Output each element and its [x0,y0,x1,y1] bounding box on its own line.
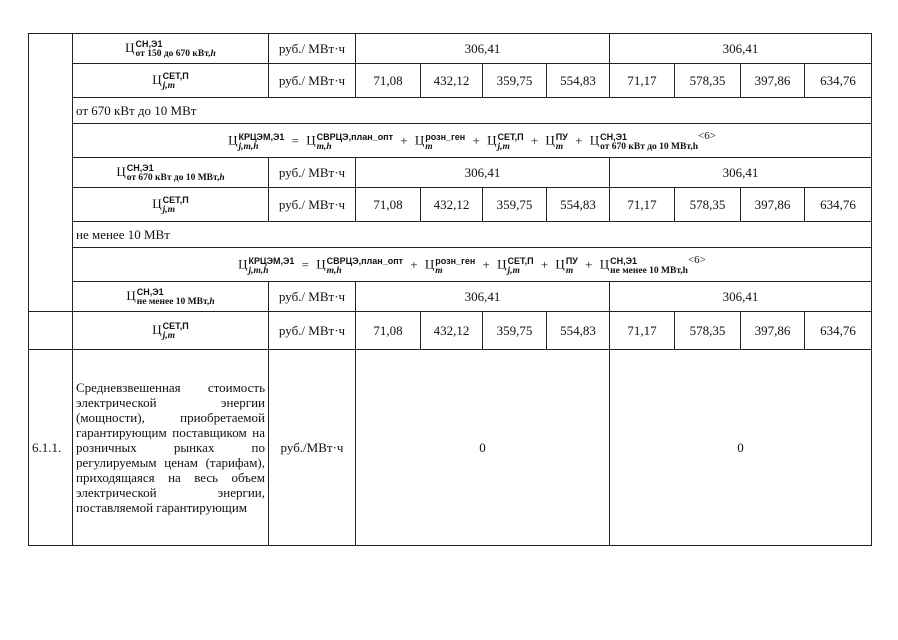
symbol-set-p: Ц СЕТ,П j,m [73,64,269,98]
symbol-sn-e1-150-670: Ц СН,Э1 от 150 до 670 кВт,h [73,34,269,64]
item-value-right: 0 [610,350,872,546]
set-value: 554,83 [547,64,610,98]
empty-number-cell [29,34,73,312]
symbol-sn-e1-min10: Ц СН,Э1 не менее 10 МВт,h [73,282,269,312]
set-value: 432,12 [421,312,483,350]
set-value: 432,12 [421,188,483,222]
symbol-sn-e1-670-10: Ц СН,Э1 от 670 кВт до 10 МВт,h [73,158,269,188]
table-row [29,222,872,248]
table-row [29,34,872,64]
price-value: 306,41 [610,34,872,64]
set-value: 71,08 [356,188,421,222]
price-value: 306,41 [610,282,872,312]
set-value: 634,76 [805,188,872,222]
symbol-set-p: Ц СЕТ,П j,m [73,188,269,222]
table-row [29,98,872,124]
table-row [29,64,872,98]
unit-cell: руб./ МВт·ч [269,64,356,98]
unit-cell: руб./ МВт·ч [269,188,356,222]
unit-cell: руб./ МВт·ч [269,312,356,350]
set-value: 359,75 [483,312,547,350]
table-row [29,188,872,222]
footnote-ref[interactable]: <6> [687,254,706,267]
unit-cell: руб./ МВт·ч [269,34,356,64]
section-title: от 670 кВт до 10 МВт [73,98,872,124]
item-number: 6.1.1. [29,350,73,546]
price-value: 306,41 [610,158,872,188]
formula-670: Ц КРЦЭМ,Э1 j,m,h = Ц СВРЦЭ,план_опт m,h + Ц розн_ген m + Ц СЕТ,П j,m + Ц ПУ m + Ц СН,Э1 от 670 кВт до 10 МВт,h $^{<6>}$ [73,124,872,158]
set-value: 359,75 [483,64,547,98]
table-row [29,248,872,282]
set-value: 578,35 [675,64,741,98]
price-value: 306,41 [356,282,610,312]
unit-cell: руб./ МВт·ч [269,158,356,188]
price-value: 306,41 [356,158,610,188]
set-value: 554,83 [547,188,610,222]
item-value-left: 0 [356,350,610,546]
unit-cell: руб./МВт·ч [269,350,356,546]
price-value: 306,41 [356,34,610,64]
set-value: 359,75 [483,188,547,222]
section-title: не менее 10 МВт [73,222,872,248]
set-value: 71,17 [610,312,675,350]
set-value: 71,17 [610,64,675,98]
table-row [29,124,872,158]
table-row [29,312,872,350]
set-value: 578,35 [675,188,741,222]
item-description: Средневзвешенная стоимость электрической энергии (мощности), приобретаемой гарантирующим поставщиком на розничных рынках по регулируемым ценам (тарифам), приходящаяся на весь объем электрической энергии, поставляемой гарантирующим [73,350,269,546]
set-value: 71,08 [356,64,421,98]
unit-cell: руб./ МВт·ч [269,282,356,312]
empty-number-cell [29,312,73,350]
set-value: 397,86 [741,188,805,222]
footnote-ref[interactable]: <6> [697,130,716,143]
table-row [29,282,872,312]
set-value: 432,12 [421,64,483,98]
table-row [29,350,872,546]
symbol-set-p: Ц СЕТ,П j,m [73,312,269,350]
set-value: 634,76 [805,312,872,350]
set-value: 397,86 [741,312,805,350]
formula-10: Ц КРЦЭМ,Э1 j,m,h = Ц СВРЦЭ,план_опт m,h + Ц розн_ген m + Ц СЕТ,П j,m + Ц ПУ m + Ц СН,Э1 не менее 10 МВт,h $^{<6>}$ [73,248,872,282]
set-value: 578,35 [675,312,741,350]
set-value: 634,76 [805,64,872,98]
set-value: 554,83 [547,312,610,350]
tariff-table [28,33,872,546]
set-value: 71,08 [356,312,421,350]
set-value: 397,86 [741,64,805,98]
set-value: 71,17 [610,188,675,222]
table-row [29,158,872,188]
